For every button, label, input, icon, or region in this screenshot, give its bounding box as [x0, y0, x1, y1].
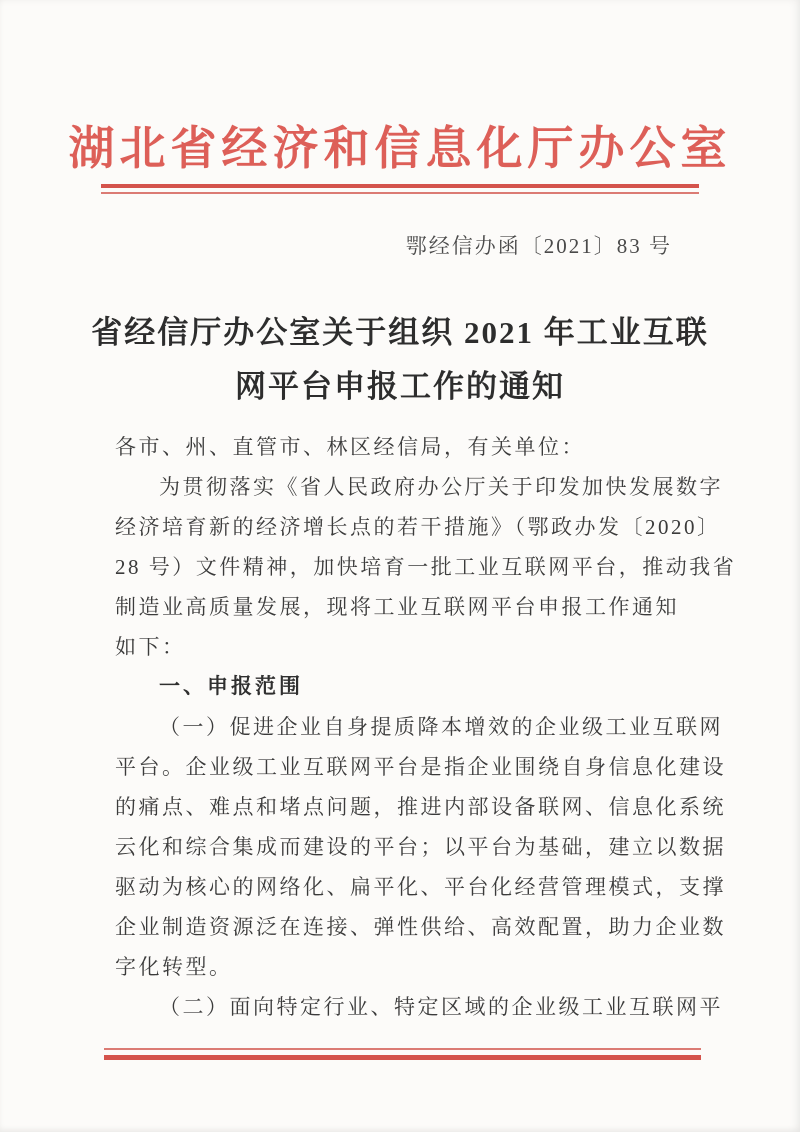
letterhead-rule-thick — [101, 184, 699, 188]
body-line: 云化和综合集成而建设的平台；以平台为基础，建立以数据 — [115, 835, 726, 859]
letterhead-double-rule — [101, 184, 699, 194]
footer-double-rule — [104, 1048, 701, 1060]
document-title — [0, 306, 800, 414]
body-line: 如下： — [115, 635, 186, 659]
letterhead-rule-thin — [101, 192, 699, 194]
body-line: 经济培育新的经济增长点的若干措施》（鄂政办发〔2020〕 — [115, 515, 721, 539]
body-line: 的痛点、难点和堵点问题，推进内部设备联网、信息化系统 — [115, 795, 726, 819]
body-line: 字化转型。 — [115, 955, 233, 979]
section-heading-application-scope: 一、申报范围 — [159, 675, 303, 698]
document-body — [115, 427, 737, 1027]
body-line: 平台。企业级工业互联网平台是指企业围绕自身信息化建设 — [115, 755, 726, 779]
body-line: （二）面向特定行业、特定区域的企业级工业互联网平 — [159, 995, 723, 1019]
body-line: 驱动为核心的网络化、扁平化、平台化经营管理模式，支撑 — [115, 875, 726, 899]
document-number: 鄂经信办函〔2021〕83 号 — [405, 234, 672, 258]
body-line: 28 号）文件精神，加快培育一批工业互联网平台，推动我省 — [115, 555, 737, 579]
body-line: 企业制造资源泛在连接、弹性供给、高效配置，助力企业数 — [115, 915, 726, 939]
body-line: 制造业高质量发展，现将工业互联网平台申报工作通知 — [115, 595, 679, 619]
letterhead-org-name: 湖北省经济和信息化厅办公室 — [68, 123, 732, 174]
footer-rule-thick — [104, 1055, 701, 1060]
body-line: 为贯彻落实《省人民政府办公厅关于印发加快发展数字 — [159, 475, 723, 499]
body-line: （一）促进企业自身提质降本增效的企业级工业互联网 — [159, 715, 723, 739]
footer-rule-thin — [104, 1048, 701, 1050]
document-title-line2: 网平台申报工作的通知 — [235, 369, 565, 404]
document-title-line1: 省经信厅办公室关于组织 2021 年工业互联 — [91, 315, 709, 350]
body-line-salutation: 各市、州、直管市、林区经信局，有关单位： — [115, 435, 585, 459]
